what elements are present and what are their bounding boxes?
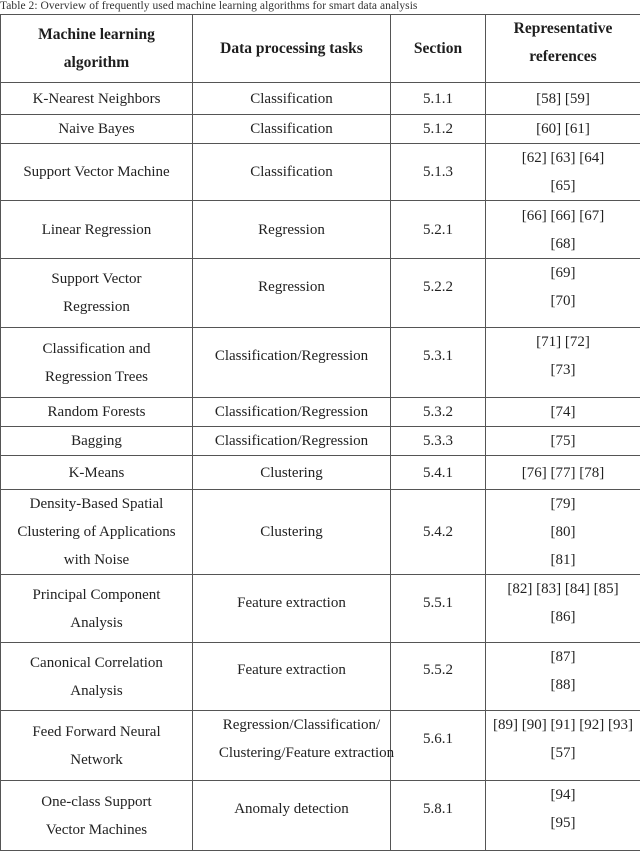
table-row [1, 115, 640, 144]
cell-references: [76] [77] [78] [486, 456, 640, 490]
cell-section: 5.3.1 [391, 328, 486, 398]
cell-tasks: Classification [193, 144, 391, 201]
cell-algorithm: Classification and Regression Trees [1, 328, 193, 398]
cell-tasks: Regression/Classification/ Clustering/Feature extraction [193, 711, 391, 781]
header-references: Representative references [486, 15, 640, 83]
cell-algorithm: Support Vector Regression [1, 259, 193, 328]
cell-tasks: Classification [193, 83, 391, 115]
cell-algorithm: Feed Forward Neural Network [1, 711, 193, 781]
cell-tasks: Clustering [193, 490, 391, 575]
table-row [1, 83, 640, 115]
cell-references: [89] [90] [91] [92] [93] [57] [486, 711, 640, 781]
cell-section: 5.2.1 [391, 201, 486, 259]
cell-section: 5.6.1 [391, 711, 486, 781]
cell-algorithm: Naive Bayes [1, 115, 193, 144]
cell-tasks: Classification/Regression [193, 398, 391, 427]
cell-section: 5.4.1 [391, 456, 486, 490]
table-row [1, 201, 640, 259]
cell-tasks: Regression [193, 259, 391, 328]
table-row [1, 490, 640, 575]
table-row [1, 711, 640, 781]
cell-section: 5.2.2 [391, 259, 486, 328]
cell-references: [69] [70] [486, 259, 640, 328]
cell-algorithm: Support Vector Machine [1, 144, 193, 201]
cell-algorithm: One-class Support Vector Machines [1, 781, 193, 851]
table-row [1, 575, 640, 643]
cell-section: 5.4.2 [391, 490, 486, 575]
table-header-row [1, 15, 640, 83]
cell-tasks: Classification/Regression [193, 427, 391, 456]
cell-tasks: Classification/Regression [193, 328, 391, 398]
table-row [1, 781, 640, 851]
header-algorithm: Machine learning algorithm [1, 15, 193, 83]
cell-references: [94] [95] [486, 781, 640, 851]
cell-algorithm: Principal Component Analysis [1, 575, 193, 643]
cell-references: [79] [80] [81] [486, 490, 640, 575]
table-caption: Table 2: Overview of frequently used machine learning algorithms for smart data analysis [0, 0, 640, 14]
cell-references: [75] [486, 427, 640, 456]
table-row [1, 643, 640, 711]
header-tasks: Data processing tasks [193, 15, 391, 83]
cell-algorithm: K-Nearest Neighbors [1, 83, 193, 115]
cell-references: [62] [63] [64] [65] [486, 144, 640, 201]
cell-section: 5.5.2 [391, 643, 486, 711]
cell-tasks: Classification [193, 115, 391, 144]
cell-references: [58] [59] [486, 83, 640, 115]
cell-tasks: Feature extraction [193, 643, 391, 711]
cell-section: 5.1.3 [391, 144, 486, 201]
cell-algorithm: Canonical Correlation Analysis [1, 643, 193, 711]
cell-section: 5.3.2 [391, 398, 486, 427]
cell-references: [87] [88] [486, 643, 640, 711]
table-row [1, 427, 640, 456]
cell-tasks: Clustering [193, 456, 391, 490]
header-section: Section [391, 15, 486, 83]
cell-section: 5.8.1 [391, 781, 486, 851]
algorithms-table [0, 14, 640, 851]
cell-algorithm: Density-Based Spatial Clustering of Applications with Noise [1, 490, 193, 575]
cell-references: [60] [61] [486, 115, 640, 144]
cell-references: [74] [486, 398, 640, 427]
cell-section: 5.5.1 [391, 575, 486, 643]
cell-algorithm: Random Forests [1, 398, 193, 427]
cell-references: [66] [66] [67] [68] [486, 201, 640, 259]
table-row [1, 398, 640, 427]
cell-algorithm: Bagging [1, 427, 193, 456]
table-row [1, 259, 640, 328]
cell-section: 5.3.3 [391, 427, 486, 456]
cell-section: 5.1.1 [391, 83, 486, 115]
cell-algorithm: Linear Regression [1, 201, 193, 259]
cell-references: [82] [83] [84] [85] [86] [486, 575, 640, 643]
cell-tasks: Feature extraction [193, 575, 391, 643]
cell-tasks: Regression [193, 201, 391, 259]
table-row [1, 456, 640, 490]
cell-tasks: Anomaly detection [193, 781, 391, 851]
cell-references: [71] [72] [73] [486, 328, 640, 398]
table-row [1, 144, 640, 201]
cell-section: 5.1.2 [391, 115, 486, 144]
table-row [1, 328, 640, 398]
cell-algorithm: K-Means [1, 456, 193, 490]
